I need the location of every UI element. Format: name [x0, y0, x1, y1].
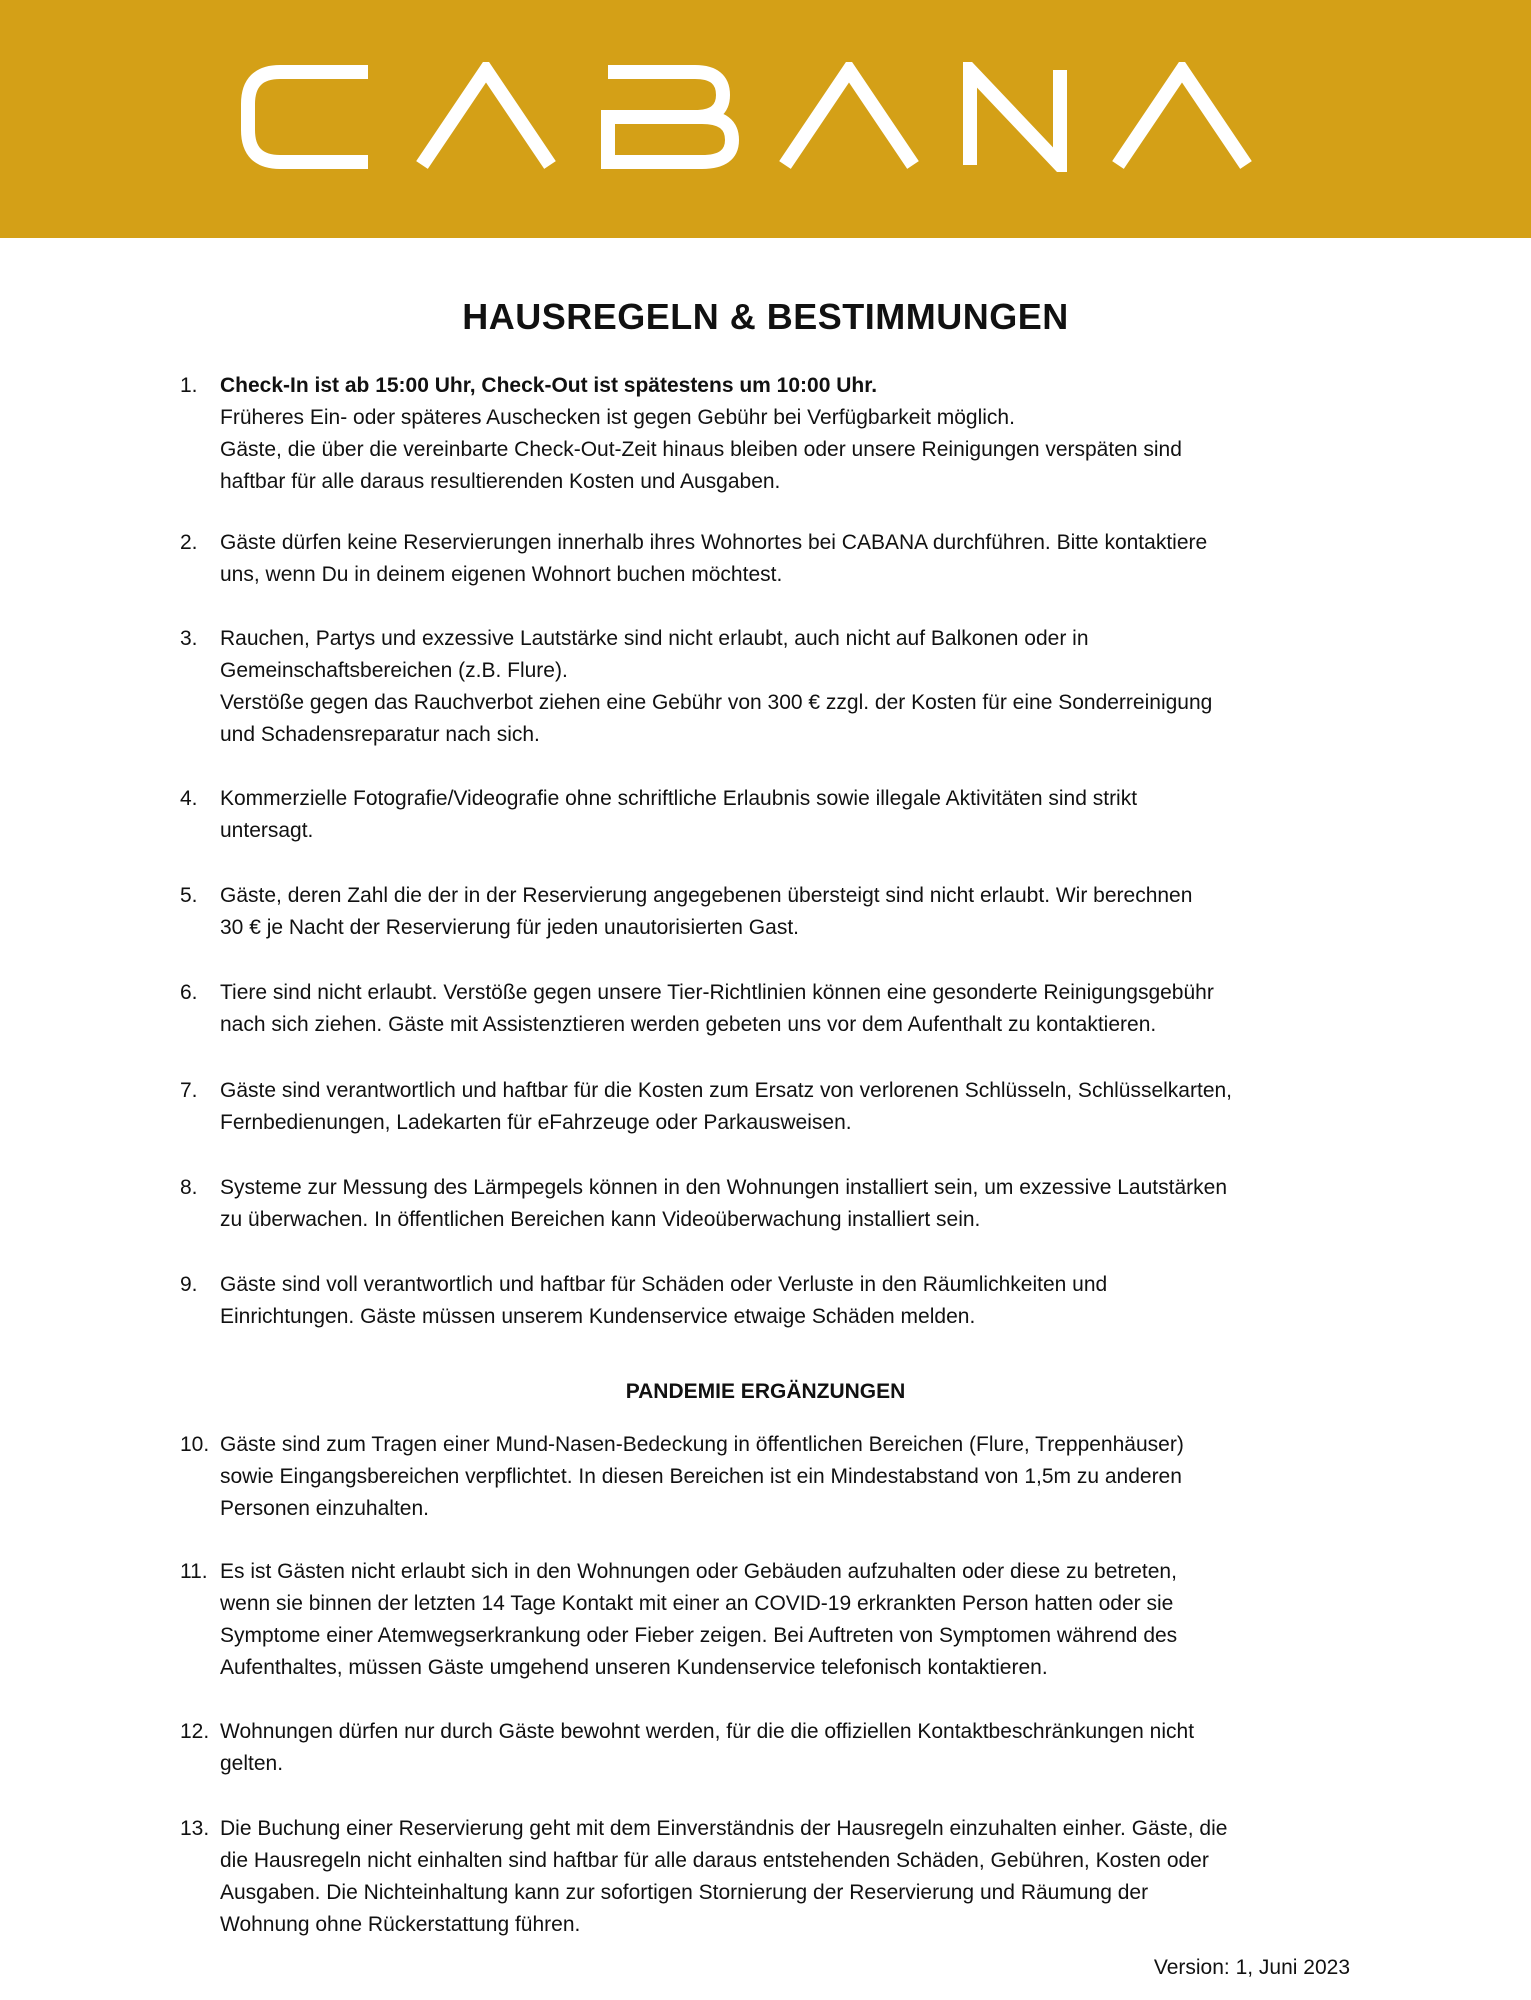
- list-item-text: [220, 527, 1390, 591]
- list-item-number: 11.: [180, 1560, 208, 1583]
- list-item-line: Früheres Ein- oder späteres Auschecken ist gegen Gebühr bei Verfügbarkeit möglich.: [220, 406, 1015, 429]
- list-item-number: 8.: [180, 1176, 198, 1199]
- list-item-line: Gäste sind verantwortlich und haftbar für die Kosten zum Ersatz von verlorenen Schlüsseln, Schlüsselkarten,: [220, 1079, 1233, 1102]
- list-item-text: [220, 1813, 1390, 1941]
- list-item-text: [220, 370, 1390, 498]
- list-item-line: Wohnung ohne Rückerstattung führen.: [220, 1913, 581, 1936]
- list-item-number: 6.: [180, 981, 198, 1004]
- list-item-line: Gäste dürfen keine Reservierungen innerhalb ihres Wohnortes bei CABANA durchführen. Bitte kontaktiere: [220, 531, 1208, 554]
- list-item-line: gelten.: [220, 1752, 284, 1775]
- list-item-number: 5.: [180, 884, 198, 907]
- list-item-text: [220, 1716, 1390, 1780]
- list-item-line: Rauchen, Partys und exzessive Lautstärke sind nicht erlaubt, auch nicht auf Balkonen oder in: [220, 627, 1089, 650]
- cabana-logo: [240, 62, 1300, 172]
- list-item-number: 7.: [180, 1079, 198, 1102]
- list-item-line: haftbar für alle daraus resultierenden Kosten und Ausgaben.: [220, 470, 781, 493]
- list-item-line: Die Buchung einer Reservierung geht mit dem Einverständnis der Hausregeln einzuhalten einher. Gäste, die: [220, 1817, 1228, 1840]
- list-item-line: Systeme zur Messung des Lärmpegels können in den Wohnungen installiert sein, um exzessive Lautstärken: [220, 1176, 1227, 1199]
- list-item-line: 30 € je Nacht der Reservierung für jeden unautorisierten Gast.: [220, 916, 799, 939]
- list-item-number: 9.: [180, 1273, 198, 1296]
- list-item-line: Gäste sind voll verantwortlich und haftbar für Schäden oder Verluste in den Räumlichkeiten und: [220, 1273, 1108, 1296]
- list-item-text: [220, 1556, 1390, 1684]
- list-item-line: Gäste, die über die vereinbarte Check-Out-Zeit hinaus bleiben oder unsere Reinigungen verspäten sind: [220, 438, 1182, 461]
- list-item-lead: Check-In ist ab 15:00 Uhr, Check-Out ist spätestens um 10:00 Uhr.: [220, 374, 878, 397]
- list-item-text: [220, 880, 1390, 944]
- list-item-line: uns, wenn Du in deinem eigenen Wohnort buchen möchtest.: [220, 563, 783, 586]
- pandemic-heading: PANDEMIE ERGÄNZUNGEN: [625, 1380, 906, 1403]
- header-banner: [0, 0, 1531, 238]
- list-item-text: [220, 1269, 1390, 1333]
- list-item-line: Personen einzuhalten.: [220, 1497, 429, 1520]
- list-item-text: [220, 623, 1390, 751]
- list-item-line: nach sich ziehen. Gäste mit Assistenztieren werden gebeten uns vor dem Aufenthalt zu kontaktieren.: [220, 1013, 1157, 1036]
- list-item-line: sowie Eingangsbereichen verpflichtet. In diesen Bereichen ist ein Mindestabstand von 1,5m zu anderen: [220, 1465, 1182, 1488]
- list-item-line: Verstöße gegen das Rauchverbot ziehen eine Gebühr von 300 € zzgl. der Kosten für eine Sonderreinigung: [220, 691, 1213, 714]
- list-item-number: 10.: [180, 1433, 210, 1456]
- list-item-line: Kommerzielle Fotografie/Videografie ohne schriftliche Erlaubnis sowie illegale Aktivitäten sind strikt: [220, 787, 1138, 810]
- list-item-line: die Hausregeln nicht einhalten sind haftbar für alle daraus entstehenden Schäden, Gebühren, Kosten oder: [220, 1849, 1209, 1872]
- list-item-line: Es ist Gästen nicht erlaubt sich in den Wohnungen oder Gebäuden aufzuhalten oder diese zu betreten,: [220, 1560, 1177, 1583]
- list-item-line: Aufenthaltes, müssen Gäste umgehend unseren Kundenservice telefonisch kontaktieren.: [220, 1656, 1048, 1679]
- list-item-line: Tiere sind nicht erlaubt. Verstöße gegen unsere Tier-Richtlinien können eine gesonderte Reinigungsgebühr: [220, 981, 1214, 1004]
- version-note: Version: 1, Juni 2023: [1153, 1956, 1350, 1979]
- list-item-line: untersagt.: [220, 819, 314, 842]
- list-item-text: [220, 1172, 1390, 1236]
- list-item-number: 4.: [180, 787, 198, 810]
- list-item-line: Symptome einer Atemwegserkrankung oder Fieber zeigen. Bei Auftreten von Symptomen während des: [220, 1624, 1178, 1647]
- list-item-text: [220, 1429, 1390, 1525]
- list-item-line: wenn sie binnen der letzten 14 Tage Kontakt mit einer an COVID-19 erkrankten Person hatten oder sie: [220, 1592, 1174, 1615]
- list-item-line: und Schadensreparatur nach sich.: [220, 723, 540, 746]
- list-item-number: 3.: [180, 627, 198, 650]
- list-item-number: 13.: [180, 1817, 210, 1840]
- list-item-line: Einrichtungen. Gäste müssen unserem Kundenservice etwaige Schäden melden.: [220, 1305, 976, 1328]
- list-item-line: Fernbedienungen, Ladekarten für eFahrzeuge oder Parkausweisen.: [220, 1111, 852, 1134]
- list-item-line: Ausgaben. Die Nichteinhaltung kann zur sofortigen Stornierung der Reservierung und Räumung der: [220, 1881, 1149, 1904]
- list-item-text: [220, 1075, 1390, 1139]
- list-item-line: Gäste, deren Zahl die der in der Reservierung angegebenen übersteigt sind nicht erlaubt. Wir berechnen: [220, 884, 1193, 907]
- list-item-line: Wohnungen dürfen nur durch Gäste bewohnt werden, für die die offiziellen Kontaktbeschränkungen nicht: [220, 1720, 1195, 1743]
- list-item-number: 1.: [180, 374, 198, 397]
- list-item-line: zu überwachen. In öffentlichen Bereichen kann Videoüberwachung installiert sein.: [220, 1208, 981, 1231]
- list-item-text: [220, 977, 1390, 1041]
- list-item-text: [220, 783, 1390, 847]
- list-item-number: 12.: [180, 1720, 210, 1743]
- list-item-number: 2.: [180, 531, 198, 554]
- list-item-line: Gemeinschaftsbereichen (z.B. Flure).: [220, 659, 568, 682]
- page-title: HAUSREGELN & BESTIMMUNGEN: [462, 296, 1069, 337]
- list-item-line: Gäste sind zum Tragen einer Mund-Nasen-Bedeckung in öffentlichen Bereichen (Flure, Treppenhäuser): [220, 1433, 1184, 1456]
